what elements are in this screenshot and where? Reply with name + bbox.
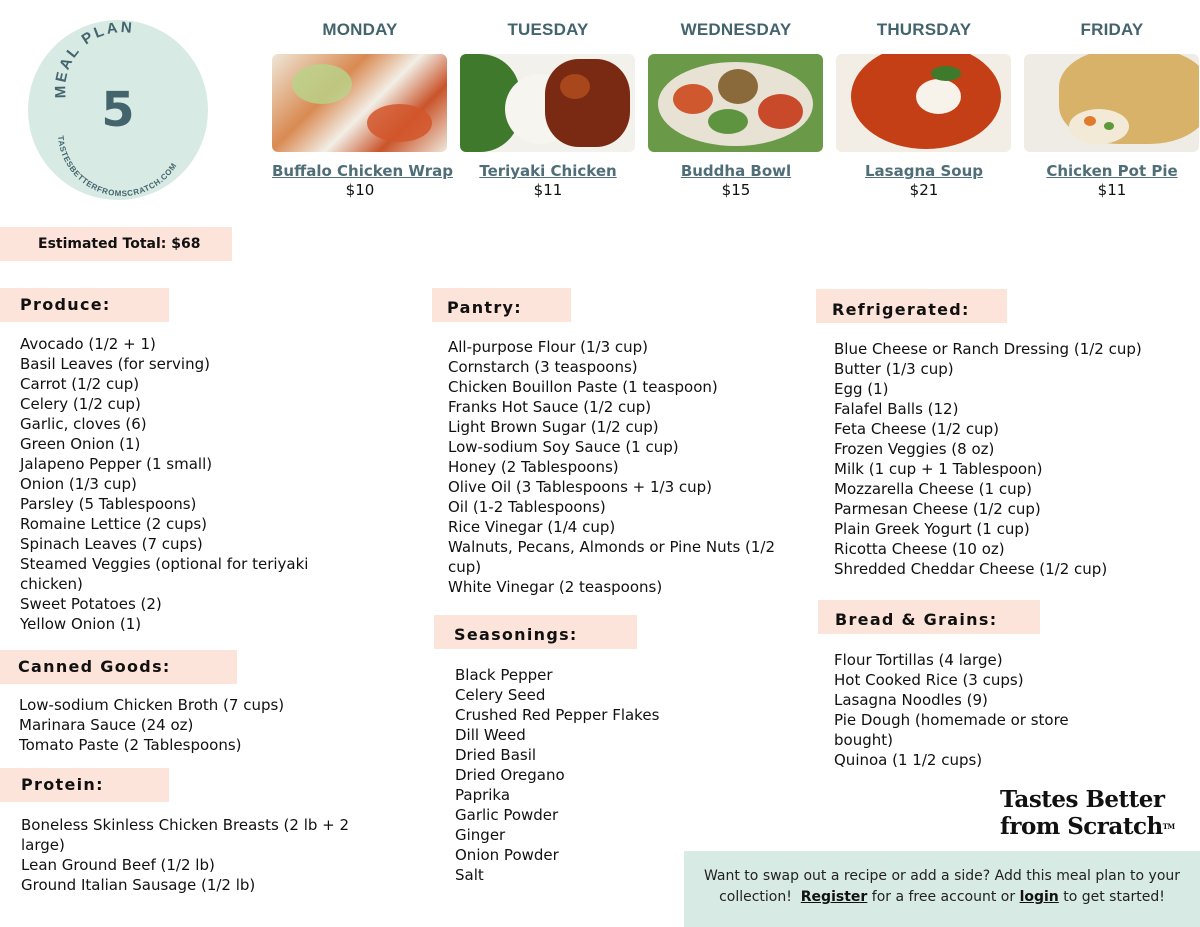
protein-list bbox=[21, 815, 361, 895]
list-item: Cornstarch (3 teaspoons) bbox=[448, 358, 638, 376]
recipe-price: $11 bbox=[1097, 181, 1127, 199]
list-item: Garlic, cloves (6) bbox=[20, 415, 147, 433]
list-item: Parmesan Cheese (1/2 cup) bbox=[834, 500, 1041, 518]
list-item: Honey (2 Tablespoons) bbox=[448, 458, 619, 476]
cta-message: Want to swap out a recipe or add a side? Add this meal plan to your collection! bbox=[703, 868, 1181, 905]
recipe-price: $15 bbox=[721, 181, 751, 199]
list-item: Feta Cheese (1/2 cup) bbox=[834, 420, 1000, 438]
day-name: THURSDAY bbox=[876, 20, 972, 39]
recipe-photo[interactable] bbox=[272, 54, 447, 152]
section-header-refrigerated bbox=[816, 289, 1007, 323]
day-name: WEDNESDAY bbox=[680, 20, 792, 39]
list-item: Chicken Bouillon Paste (1 teaspoon) bbox=[448, 378, 718, 396]
recipe-photo[interactable] bbox=[460, 54, 635, 152]
list-item: Pie Dough (homemade or store bought) bbox=[834, 711, 1069, 749]
day-monday bbox=[272, 20, 453, 199]
list-item: Avocado (1/2 + 1) bbox=[20, 335, 156, 353]
day-thursday bbox=[836, 20, 1012, 199]
recipe-link[interactable]: Lasagna Soup bbox=[864, 162, 983, 180]
brand-logo[interactable] bbox=[1000, 786, 1190, 840]
list-item: Sweet Potatoes (2) bbox=[20, 595, 162, 613]
list-item: Steamed Veggies (optional for teriyaki chicken) bbox=[20, 555, 309, 593]
section-title: Canned Goods: bbox=[18, 657, 171, 676]
list-item: Ricotta Cheese (10 oz) bbox=[834, 540, 1005, 558]
bread-grains-list bbox=[834, 650, 1094, 770]
produce-list bbox=[20, 334, 330, 634]
list-item: Onion Powder bbox=[455, 846, 559, 864]
refrigerated-list bbox=[834, 339, 1184, 579]
logo-line-2: from Scratch™ bbox=[1000, 813, 1175, 840]
recipe-link[interactable]: Buddha Bowl bbox=[680, 162, 792, 180]
day-name: FRIDAY bbox=[1080, 20, 1144, 39]
section-title: Seasonings: bbox=[454, 625, 578, 644]
list-item: Onion (1/3 cup) bbox=[20, 475, 137, 493]
list-item: Jalapeno Pepper (1 small) bbox=[20, 455, 213, 473]
list-item: Romaine Lettice (2 cups) bbox=[20, 515, 208, 533]
list-item: Low-sodium Chicken Broth (7 cups) bbox=[19, 696, 285, 714]
estimated-total-banner bbox=[0, 227, 232, 261]
meal-plan-badge bbox=[28, 20, 208, 200]
list-item: Olive Oil (3 Tablespoons + 1/3 cup) bbox=[448, 478, 713, 496]
list-item: Blue Cheese or Ranch Dressing (1/2 cup) bbox=[834, 340, 1142, 358]
list-item: Shredded Cheddar Cheese (1/2 cup) bbox=[834, 560, 1108, 578]
day-name: MONDAY bbox=[322, 20, 398, 39]
day-tuesday bbox=[460, 20, 636, 199]
list-item: Low-sodium Soy Sauce (1 cup) bbox=[448, 438, 679, 456]
list-item: Light Brown Sugar (1/2 cup) bbox=[448, 418, 659, 436]
call-to-action-box bbox=[684, 851, 1200, 927]
list-item: Falafel Balls (12) bbox=[834, 400, 959, 418]
list-item: Carrot (1/2 cup) bbox=[20, 375, 140, 393]
list-item: Green Onion (1) bbox=[20, 435, 141, 453]
day-wednesday bbox=[648, 20, 824, 199]
cta-message-3: to get started! bbox=[1063, 889, 1165, 905]
list-item: Yellow Onion (1) bbox=[20, 615, 142, 633]
badge-site: TASTESBETTERFROMSCRATCH.COM bbox=[55, 135, 179, 199]
list-item: Walnuts, Pecans, Almonds or Pine Nuts (1/2 cup) bbox=[448, 538, 776, 576]
logo-line-1: Tastes Better bbox=[1000, 786, 1165, 813]
list-item: Egg (1) bbox=[834, 380, 889, 398]
list-item: Black Pepper bbox=[455, 666, 553, 684]
section-header-canned-goods bbox=[0, 650, 237, 684]
section-title: Refrigerated: bbox=[832, 300, 970, 319]
recipe-link[interactable]: Teriyaki Chicken bbox=[479, 162, 617, 180]
cta-message-2: for a free account or bbox=[871, 889, 1016, 905]
list-item: Crushed Red Pepper Flakes bbox=[455, 706, 660, 724]
login-link[interactable]: login bbox=[1019, 889, 1059, 905]
list-item: Salt bbox=[455, 866, 484, 884]
section-header-seasonings bbox=[434, 615, 637, 649]
list-item: Celery (1/2 cup) bbox=[20, 395, 141, 413]
list-item: Marinara Sauce (24 oz) bbox=[19, 716, 194, 734]
cta-text bbox=[698, 866, 1186, 908]
svg-text:TASTESBETTERFROMSCRATCH.COM bbox=[56, 135, 179, 198]
recipe-price: $21 bbox=[909, 181, 939, 199]
list-item: White Vinegar (2 teaspoons) bbox=[448, 578, 663, 596]
recipe-photo[interactable] bbox=[1024, 54, 1199, 152]
list-item: Rice Vinegar (1/4 cup) bbox=[448, 518, 616, 536]
list-item: Dried Oregano bbox=[455, 766, 565, 784]
list-item: Dill Weed bbox=[455, 726, 526, 744]
day-name: TUESDAY bbox=[507, 20, 589, 39]
list-item: Quinoa (1 1/2 cups) bbox=[834, 751, 983, 769]
list-item: Franks Hot Sauce (1/2 cup) bbox=[448, 398, 652, 416]
list-item: Mozzarella Cheese (1 cup) bbox=[834, 480, 1032, 498]
list-item: Hot Cooked Rice (3 cups) bbox=[834, 671, 1024, 689]
list-item: Plain Greek Yogurt (1 cup) bbox=[834, 520, 1030, 538]
list-item: Boneless Skinless Chicken Breasts (2 lb + 2 large) bbox=[21, 816, 350, 854]
list-item: Paprika bbox=[455, 786, 511, 804]
recipe-photo[interactable] bbox=[648, 54, 823, 152]
list-item: Parsley (5 Tablespoons) bbox=[20, 495, 197, 513]
section-header-pantry bbox=[432, 288, 571, 322]
section-header-protein bbox=[0, 768, 169, 802]
section-header-bread-grains bbox=[818, 600, 1040, 634]
list-item: Basil Leaves (for serving) bbox=[20, 355, 210, 373]
badge-title: MEAL PLAN bbox=[52, 20, 135, 99]
day-friday bbox=[1024, 20, 1200, 199]
section-title: Pantry: bbox=[447, 298, 522, 317]
estimated-total: Estimated Total: $68 bbox=[38, 236, 201, 252]
list-item: Spinach Leaves (7 cups) bbox=[20, 535, 203, 553]
section-header-produce bbox=[0, 288, 169, 322]
list-item: Tomato Paste (2 Tablespoons) bbox=[19, 736, 242, 754]
recipe-price: $11 bbox=[533, 181, 563, 199]
list-item: Ground Italian Sausage (1/2 lb) bbox=[21, 876, 256, 894]
recipe-link[interactable]: Chicken Pot Pie bbox=[1046, 162, 1178, 180]
list-item: Lasagna Noodles (9) bbox=[834, 691, 988, 709]
list-item: Frozen Veggies (8 oz) bbox=[834, 440, 995, 458]
list-item: Dried Basil bbox=[455, 746, 537, 764]
recipe-price: $10 bbox=[345, 181, 375, 199]
register-link[interactable]: Register bbox=[800, 889, 868, 905]
list-item: Flour Tortillas (4 large) bbox=[834, 651, 1003, 669]
pantry-list bbox=[448, 337, 793, 597]
badge-number: 5 bbox=[101, 82, 135, 138]
section-title: Produce: bbox=[20, 295, 111, 314]
recipe-link[interactable]: Buffalo Chicken Wrap bbox=[272, 162, 453, 180]
list-item: Lean Ground Beef (1/2 lb) bbox=[21, 856, 215, 874]
list-item: Ginger bbox=[455, 826, 506, 844]
list-item: Oil (1-2 Tablespoons) bbox=[448, 498, 606, 516]
trademark: TM bbox=[1162, 822, 1175, 831]
canned-goods-list bbox=[19, 695, 339, 755]
list-item: Milk (1 cup + 1 Tablespoon) bbox=[834, 460, 1043, 478]
section-title: Protein: bbox=[21, 775, 104, 794]
section-title: Bread & Grains: bbox=[835, 610, 998, 629]
list-item: Butter (1/3 cup) bbox=[834, 360, 954, 378]
list-item: All-purpose Flour (1/3 cup) bbox=[448, 338, 649, 356]
list-item: Garlic Powder bbox=[455, 806, 559, 824]
list-item: Celery Seed bbox=[455, 686, 546, 704]
recipe-photo[interactable] bbox=[836, 54, 1011, 152]
